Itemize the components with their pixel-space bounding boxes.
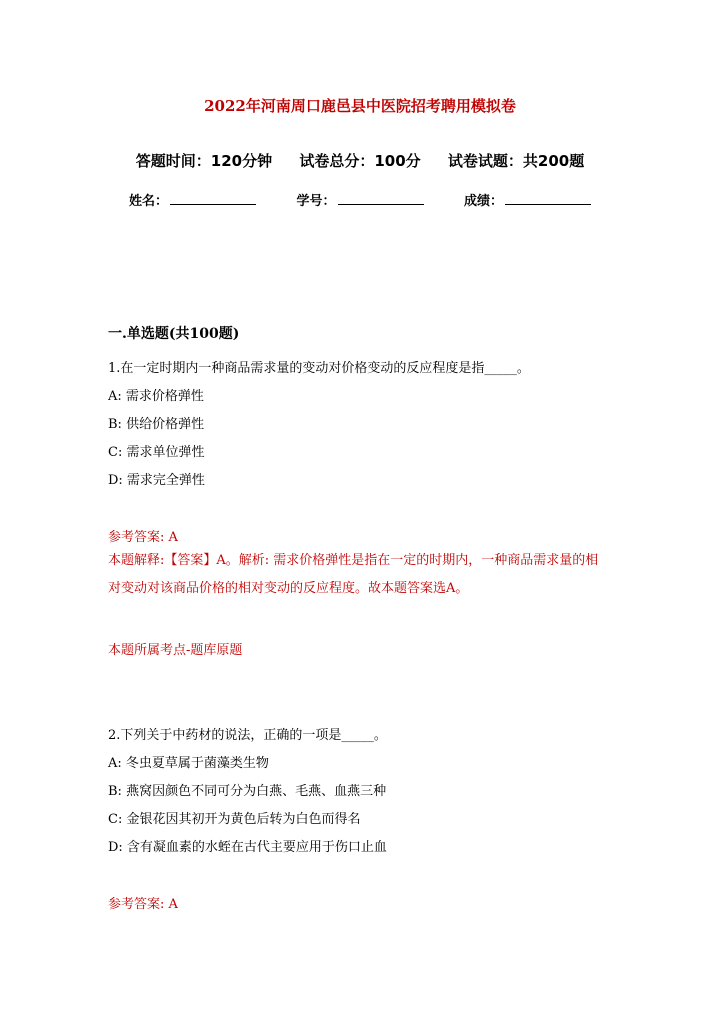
exam-meta (0, 150, 720, 171)
q1-answer: 参考答案: A (108, 530, 178, 545)
exam-title: 2022年河南周口鹿邑县中医院招考聘用模拟卷 (204, 97, 516, 115)
q2-stem: 2.下列关于中药材的说法，正确的一项是_____。 (108, 728, 387, 743)
id-label: 学号： (296, 194, 336, 209)
exam-total-score: 试卷总分：100分 (299, 152, 421, 170)
q2-option-d: D: 含有凝血素的水蛭在古代主要应用于伤口止血 (108, 840, 387, 855)
q1-option-a: A: 需求价格弹性 (108, 389, 204, 404)
exam-total-questions: 试卷试题：共200题 (447, 152, 585, 170)
name-blank (170, 192, 256, 205)
score-label: 成绩： (464, 194, 504, 209)
q2-option-c: C: 金银花因其初开为黄色后转为白色而得名 (108, 812, 361, 827)
name-label: 姓名： (128, 194, 168, 209)
name-field (129, 190, 256, 209)
score-blank (505, 192, 591, 205)
q2-option-b: B: 燕窝因颜色不同可分为白燕、毛燕、血燕三种 (108, 784, 387, 799)
q1-stem: 1.在一定时期内一种商品需求量的变动对价格变动的反应程度是指_____。 (108, 361, 530, 376)
q2-option-a: A: 冬虫夏草属于菌藻类生物 (108, 756, 269, 771)
q1-option-b: B: 供给价格弹性 (108, 417, 205, 432)
q1-option-c: C: 需求单位弹性 (108, 445, 205, 460)
exam-time: 答题时间：120分钟 (135, 152, 273, 170)
q1-option-d: D: 需求完全弹性 (108, 473, 205, 488)
id-blank (338, 192, 424, 205)
section-heading: 一.单选题(共100题) (108, 326, 240, 342)
q1-source: 本题所属考点-题库原题 (108, 643, 243, 658)
score-field (464, 190, 591, 209)
q2-answer: 参考答案: A (108, 897, 178, 912)
id-field (296, 190, 423, 209)
student-fields (0, 190, 720, 209)
q1-explanation: 本题解释:【答案】A。解析: 需求价格弹性是指在一定的时期内，一种商品需求量的相对变动对该商品价格的相对变动的反应程度。故本题答案选A。 (108, 553, 599, 596)
